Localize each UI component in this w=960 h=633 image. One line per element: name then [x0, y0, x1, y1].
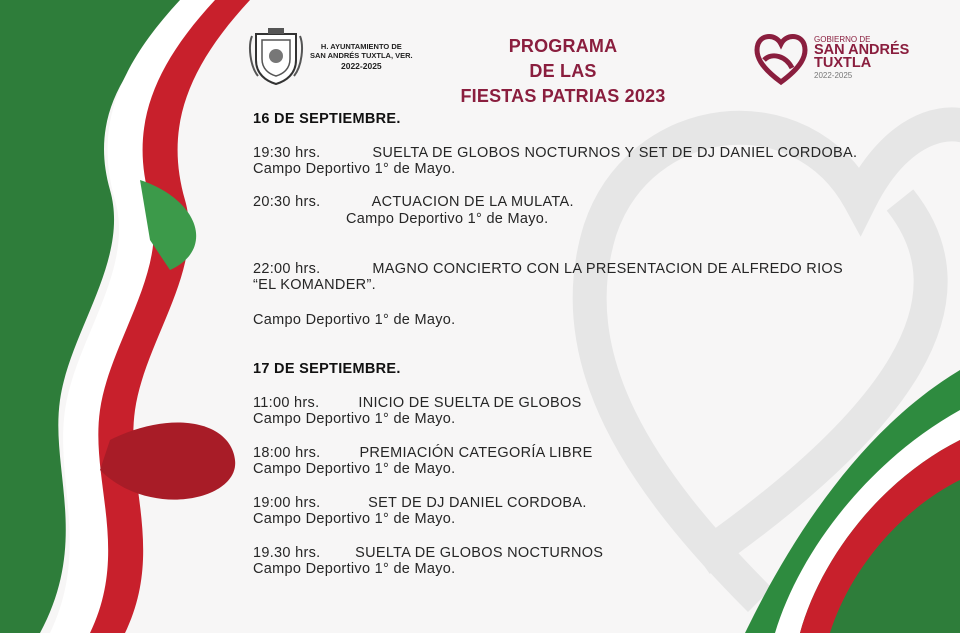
council-line-2: SAN ANDRÉS TUXTLA, VER.	[310, 50, 413, 60]
government-name	[814, 30, 909, 80]
event-3-title-cont: “EL KOMANDER”.	[253, 277, 376, 293]
event-4-venue: Campo Deportivo 1° de Mayo.	[253, 411, 456, 427]
event-5-venue: Campo Deportivo 1° de Mayo.	[253, 461, 456, 477]
government-years: 2022-2025	[814, 71, 853, 80]
event-5-time-title: 18:00 hrs. PREMIACIÓN CATEGORÍA LIBRE	[253, 445, 593, 461]
event-7-venue: Campo Deportivo 1° de Mayo.	[253, 561, 456, 577]
government-logo	[752, 30, 909, 86]
day-heading-1: 16 DE SEPTIEMBRE.	[253, 111, 401, 127]
council-header	[248, 26, 413, 86]
event-3-time-title: 22:00 hrs. MAGNO CONCIERTO CON LA PRESENTACION DE ALFREDO RIOS	[253, 261, 843, 277]
title-line-1: PROGRAMA	[508, 36, 618, 56]
event-4-time-title: 11:00 hrs. INICIO DE SUELTA DE GLOBOS	[253, 395, 582, 411]
government-small: GOBIERNO DE	[814, 35, 871, 44]
event-6-time-title: 19:00 hrs. SET DE DJ DANIEL CORDOBA.	[253, 495, 587, 511]
event-1-venue: Campo Deportivo 1° de Mayo.	[253, 161, 456, 177]
event-2-time-title: 20:30 hrs. ACTUACION DE LA MULATA.	[253, 194, 574, 210]
council-line-1: H. AYUNTAMIENTO DE	[320, 41, 402, 51]
title-line-3: FIESTAS PATRIAS 2023	[460, 86, 666, 106]
heart-logo-icon	[752, 30, 810, 86]
title-line-2: DE LAS	[529, 61, 597, 81]
government-name-line-1: SAN ANDRÉS	[814, 42, 910, 58]
day-heading-2: 17 DE SEPTIEMBRE.	[253, 361, 401, 377]
page-title	[440, 34, 686, 109]
government-name-line-2: TUXTLA	[814, 55, 872, 71]
event-7-time-title: 19.30 hrs. SUELTA DE GLOBOS NOCTURNOS	[253, 545, 604, 561]
council-name	[310, 42, 413, 71]
flag-ribbon-left	[0, 0, 250, 633]
event-1-time-title: 19:30 hrs. SUELTA DE GLOBOS NOCTURNOS Y SET DE DJ DANIEL CORDOBA.	[253, 145, 858, 161]
event-2-venue: Campo Deportivo 1° de Mayo.	[346, 211, 549, 227]
municipal-seal-icon	[248, 26, 304, 86]
event-6-venue: Campo Deportivo 1° de Mayo.	[253, 511, 456, 527]
event-3-venue: Campo Deportivo 1° de Mayo.	[253, 312, 456, 328]
council-years: 2022-2025	[341, 60, 382, 71]
